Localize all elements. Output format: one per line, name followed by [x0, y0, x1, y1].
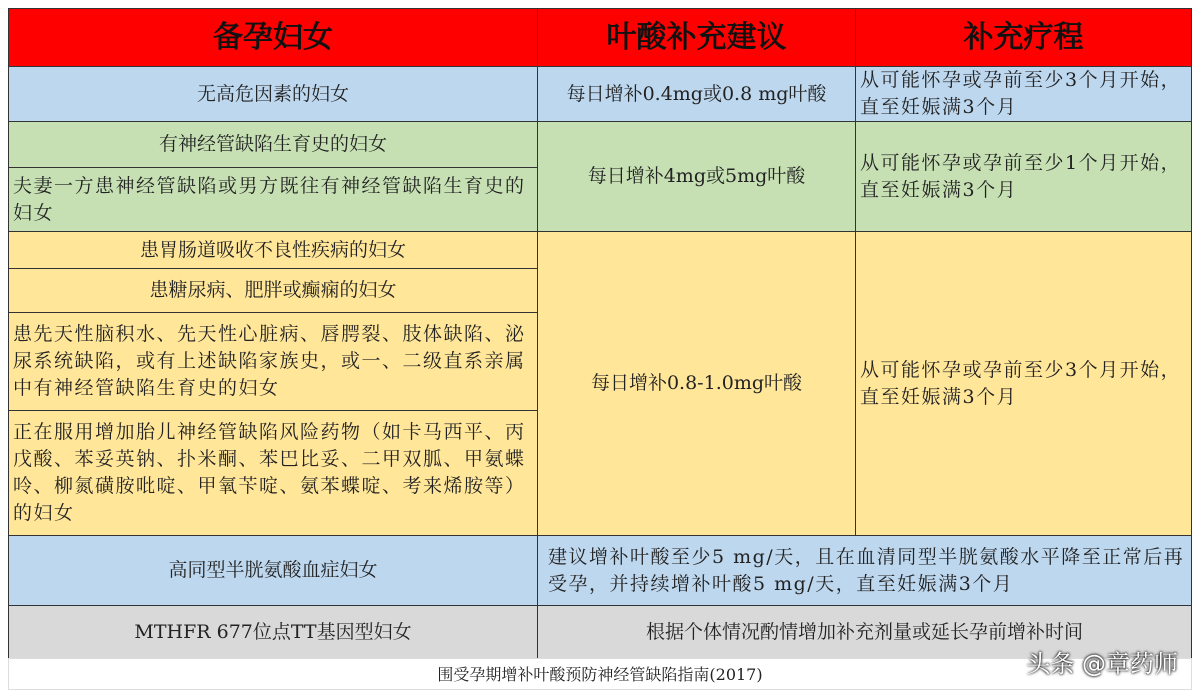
cell-women: 高同型半胱氨酸血症妇女: [8, 535, 538, 606]
cell-dose: 每日增补4mg或5mg叶酸: [537, 121, 856, 232]
cell-women: 正在服用增加胎儿神经管缺陷风险药物（如卡马西平、丙戊酸、苯妥英钠、扑米酮、苯巴比妥、二甲双胍、甲氨蝶呤、柳氮磺胺吡啶、甲氧苄啶、氨苯蝶啶、考来烯胺等）的妇女: [8, 410, 538, 536]
watermark: 头条 @章药师: [1026, 650, 1178, 678]
cell-women: MTHFR 677位点TT基因型妇女: [8, 605, 538, 659]
cell-women: 患先天性脑积水、先天性心脏病、唇腭裂、肢体缺陷、泌尿系统缺陷，或有上述缺陷家族史，或一、二级直系亲属中有神经管缺陷生育史的妇女: [8, 312, 538, 411]
cell-advice: 建议增补叶酸至少5 mg/天，且在血清同型半胱氨酸水平降至正常后再受孕，并持续增补叶酸5 mg/天，直至妊娠满3个月: [537, 535, 1192, 606]
cell-course: 从可能怀孕或孕前至少3个月开始，直至妊娠满3个月: [855, 66, 1192, 122]
header-dose: 叶酸补充建议: [537, 8, 856, 67]
cell-dose: 每日增补0.4mg或0.8 mg叶酸: [537, 66, 856, 122]
header-course: 补充疗程: [855, 8, 1192, 67]
cell-women: 夫妻一方患神经管缺陷或男方既往有神经管缺陷生育史的妇女: [8, 167, 538, 232]
cell-course: 从可能怀孕或孕前至少3个月开始，直至妊娠满3个月: [855, 231, 1192, 536]
cell-women: 无高危因素的妇女: [8, 66, 538, 122]
table-caption: 围受孕期增补叶酸预防神经管缺陷指南(2017): [8, 658, 1192, 690]
cell-women: 有神经管缺陷生育史的妇女: [8, 121, 538, 168]
cell-advice: 根据个体情况酌情增加补充剂量或延长孕前增补时间: [537, 605, 1192, 659]
cell-course: 从可能怀孕或孕前至少1个月开始，直至妊娠满3个月: [855, 121, 1192, 232]
cell-dose: 每日增补0.8-1.0mg叶酸: [537, 231, 856, 536]
cell-women: 患胃肠道吸收不良性疾病的妇女: [8, 231, 538, 269]
cell-women: 患糖尿病、肥胖或癫痫的妇女: [8, 268, 538, 313]
header-women: 备孕妇女: [8, 8, 538, 67]
